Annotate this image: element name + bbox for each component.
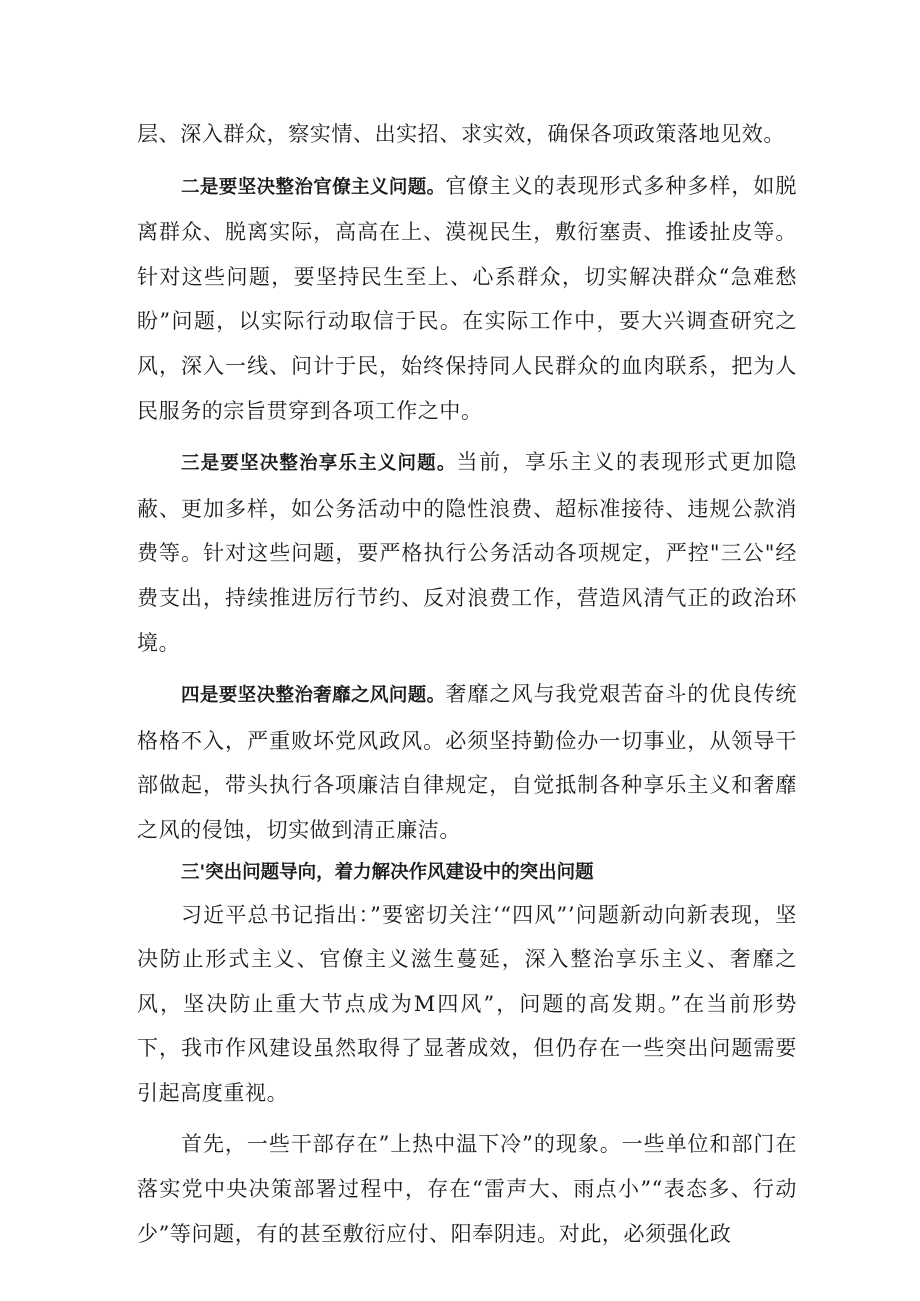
paragraph-continuation (137, 112, 797, 157)
section-heading: 三'突出问题导向，着力解决作风建设中的突出问题 (181, 861, 594, 883)
paragraph-bureaucratism (137, 164, 797, 434)
paragraph-quote (137, 893, 797, 1116)
document-body (137, 112, 797, 1256)
paragraph-text: 官僚主义的表现形式多种多样，如脱离群众、脱离实际，高高在上、漠视民生，敷衍塞责、推诿扯皮等。针对这些问题，要坚持民生至上、心系群众，切实解决群众“急难愁盼”问题，以实际行动取信于民。在实际工作中，要大兴调查研究之风，深入一线、问计于民，始终保持同人民群众的血肉联系，把为人民服务的宗旨贯穿到各项工作之中。 (137, 173, 797, 423)
paragraph-text: 首先，一些干部存在”上热中温下冷”的现象。一些单位和部门在落实党中央决策部署过程中，存在“雷声大、雨点小”“表态多、行动少”等问题，有的甚至敷衍应付、阳奉阴违。对此，必须强化政 (137, 1132, 797, 1246)
paragraph-lead: 三是要坚决整治享乐主义问题。 (181, 453, 457, 475)
paragraph-hedonism (137, 440, 797, 665)
paragraph-text: 习近平总书记指出：”要密切关注‘“四风”’问题新动向新表现，坚决防止形式主义、官僚主义滋生蔓延，深入整治享乐主义、奢靡之风，坚决防止重大节点成为M四风”，问题的高发期。”在当前形势下，我市作风建设虽然取得了显著成效，但仍存在一些突出问题需要引起高度重视。 (137, 902, 797, 1105)
paragraph-lead: 二是要坚决整治官僚主义问题。 (181, 176, 446, 198)
paragraph-lead: 四是要坚决整治奢靡之风问题。 (181, 685, 446, 707)
paragraph-text: 层、深入群众，察实情、出实招、求实效，确保各项政策落地见效。 (137, 122, 785, 146)
paragraph-text: 奢靡之风与我党艰苦奋斗的优良传统格格不入，严重败坏党风政风。必须坚持勤俭办一切事业，从领导干部做起，带头执行各项廉洁自律规定，自觉抵制各种享乐主义和奢靡之风的侵蚀，切实做到清正廉洁。 (137, 682, 797, 842)
paragraph-text: 当前，享乐主义的表现形式更加隐蔽、更加多样，如公务活动中的隐性浪费、超标准接待、违规公款消费等。针对这些问题，要严格执行公务活动各项规定，严控"三公"经费支出，持续推进厉行节约、反对浪费工作，营造风清气正的政治环境。 (137, 450, 797, 655)
paragraph-first-issue (137, 1122, 797, 1256)
paragraph-extravagance (137, 672, 797, 852)
